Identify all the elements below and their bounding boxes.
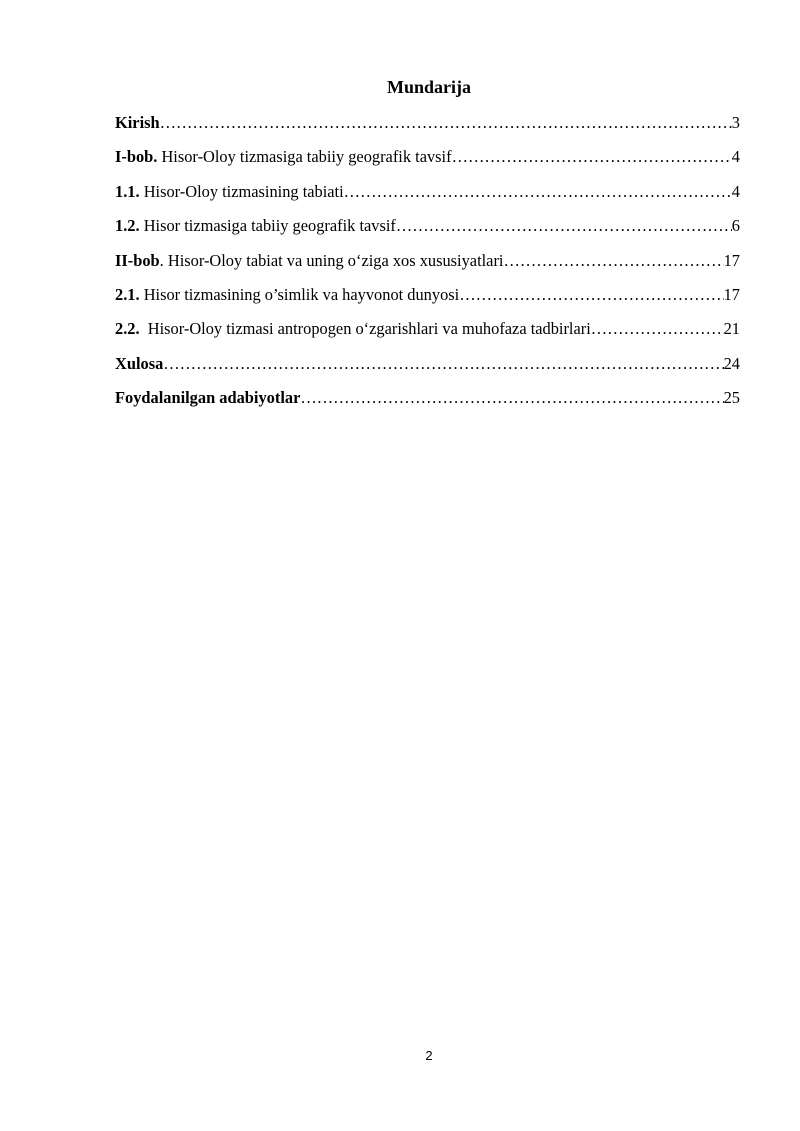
toc-leader-dots: [163, 353, 723, 387]
toc-entry-prefix: Xulosa: [115, 353, 164, 373]
toc-entry-page: 25: [723, 388, 740, 408]
toc-leader-dots: [344, 181, 732, 215]
toc-leader-dots: [300, 387, 723, 421]
toc-leader-dots: [503, 250, 723, 284]
toc-leader-dots: [591, 318, 724, 352]
toc-entry-text: Hisor-Oloy tizmasi antropogen o‘zgarishlari va muhofaza tadbirlari: [139, 319, 591, 339]
toc-entry-page: 17: [723, 284, 740, 304]
table-of-contents: [115, 112, 740, 422]
toc-entry-xulosa[interactable]: [115, 353, 740, 387]
toc-entry-prefix: 1.2.: [115, 216, 140, 236]
toc-entry-chapter-2[interactable]: [115, 250, 740, 284]
toc-entry-prefix: 1.1.: [115, 181, 140, 201]
toc-entry-page: 17: [723, 250, 740, 270]
toc-entry-chapter-1[interactable]: [115, 146, 740, 180]
toc-entry-text: Hisor-Oloy tizmasining tabiati: [139, 181, 344, 201]
toc-entry-page: 4: [731, 181, 740, 201]
toc-entry-page: 24: [723, 353, 740, 373]
toc-entry-text: Hisor-Oloy tizmasiga tabiiy geografik tavsif: [157, 147, 452, 167]
toc-entry-kirish[interactable]: [115, 112, 740, 146]
toc-entry-prefix: 2.1.: [115, 284, 140, 304]
toc-leader-dots: [459, 284, 723, 318]
toc-title: Mundarija: [386, 77, 471, 97]
toc-entry-page: 3: [731, 113, 740, 132]
toc-entry-page: 21: [723, 319, 740, 339]
toc-entry-prefix: Kirish: [115, 113, 160, 132]
toc-entry-page: 6: [731, 216, 740, 236]
toc-entry-prefix: II-bob: [115, 250, 160, 270]
toc-leader-dots: [160, 112, 732, 146]
toc-entry-section-1-2[interactable]: [115, 215, 740, 249]
toc-leader-dots: [452, 146, 732, 180]
toc-entry-section-2-2[interactable]: [115, 318, 740, 352]
toc-entry-text: Hisor tizmasining o’simlik va hayvonot dunyosi: [139, 284, 460, 304]
toc-leader-dots: [396, 215, 732, 249]
toc-entry-text: Hisor tizmasiga tabiiy geografik tavsif: [139, 216, 396, 236]
toc-entry-section-2-1[interactable]: [115, 284, 740, 318]
toc-entry-references[interactable]: [115, 387, 740, 421]
toc-entry-page: 4: [731, 147, 740, 167]
toc-entry-section-1-1[interactable]: [115, 181, 740, 215]
page-number: 2: [425, 1048, 433, 1063]
toc-entry-prefix: I-bob.: [115, 147, 158, 167]
toc-entry-prefix: Foydalanilgan adabiyotlar: [115, 388, 301, 408]
toc-entry-prefix: 2.2.: [115, 319, 140, 339]
toc-entry-text: . Hisor-Oloy tabiat va uning o‘ziga xos xususiyatlari: [159, 250, 504, 270]
